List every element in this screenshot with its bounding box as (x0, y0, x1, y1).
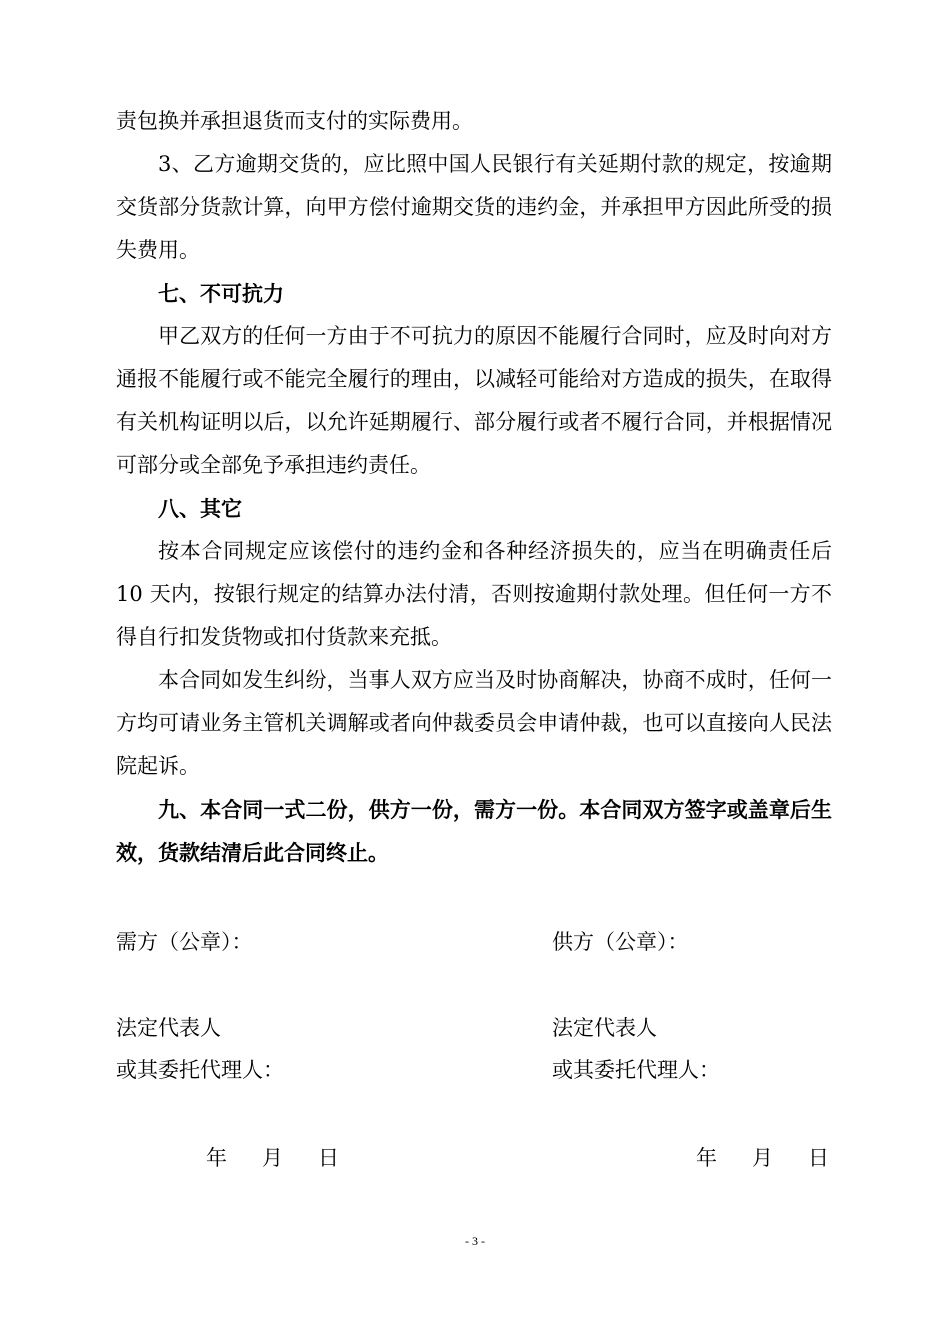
seller-date-year: 年 (696, 1146, 717, 1170)
seller-date (696, 1140, 864, 1176)
seller-date-day: 日 (808, 1146, 829, 1170)
buyer-agent-label: 或其委托代理人： (116, 1058, 284, 1082)
buyer-date-year: 年 (206, 1146, 227, 1170)
paragraph-late-delivery: 3、乙方逾期交货的，应比照中国人民银行有关延期付款的规定，按逾期交货部分货款计算，向甲方偿付逾期交货的违约金，并承担甲方因此所受的损失费用。 (116, 152, 832, 262)
paragraph-dispute-resolution: 本合同如发生纠纷，当事人双方应当及时协商解决，协商不成时，任何一方均可请业务主管机关调解或者向仲裁委员会申请仲裁，也可以直接向人民法院起诉。 (116, 668, 832, 778)
paragraph-penalty-payment: 按本合同规定应该偿付的违约金和各种经济损失的，应当在明确责任后 10 天内，按银行规定的结算办法付清，否则按逾期付款处理。但任何一方不得自行扣发货物或扣付货款来充抵。 (116, 539, 832, 649)
seller-representative-label: 法定代表人 (552, 1016, 657, 1040)
seller-seal-label: 供方（公章）： (552, 930, 689, 954)
buyer-date (206, 1140, 374, 1176)
page-number: - 3 - (465, 1234, 485, 1248)
section-heading-force-majeure: 七、不可抗力 (158, 281, 284, 306)
seller-date-month: 月 (752, 1146, 773, 1170)
buyer-representative-label: 法定代表人 (116, 1016, 221, 1040)
seller-agent-label: 或其委托代理人： (552, 1058, 720, 1082)
buyer-date-day: 日 (318, 1146, 339, 1170)
contract-body (116, 100, 832, 874)
buyer-seal-label: 需方（公章）： (116, 930, 253, 954)
section-heading-other: 八、其它 (158, 496, 242, 521)
paragraph-force-majeure: 甲乙双方的任何一方由于不可抗力的原因不能履行合同时，应及时向对方通报不能履行或不能完全履行的理由，以减轻可能给对方造成的损失，在取得有关机构证明以后，以允许延期履行、部分履行或者不履行合同，并根据情况可部分或全部免予承担违约责任。 (116, 324, 832, 477)
paragraph-return-costs: 责包换并承担退货而支付的实际费用。 (116, 109, 473, 133)
buyer-date-month: 月 (262, 1146, 283, 1170)
paragraph-copies-validity: 九、本合同一式二份，供方一份，需方一份。本合同双方签字或盖章后生效，货款结清后此合同终止。 (116, 797, 832, 865)
